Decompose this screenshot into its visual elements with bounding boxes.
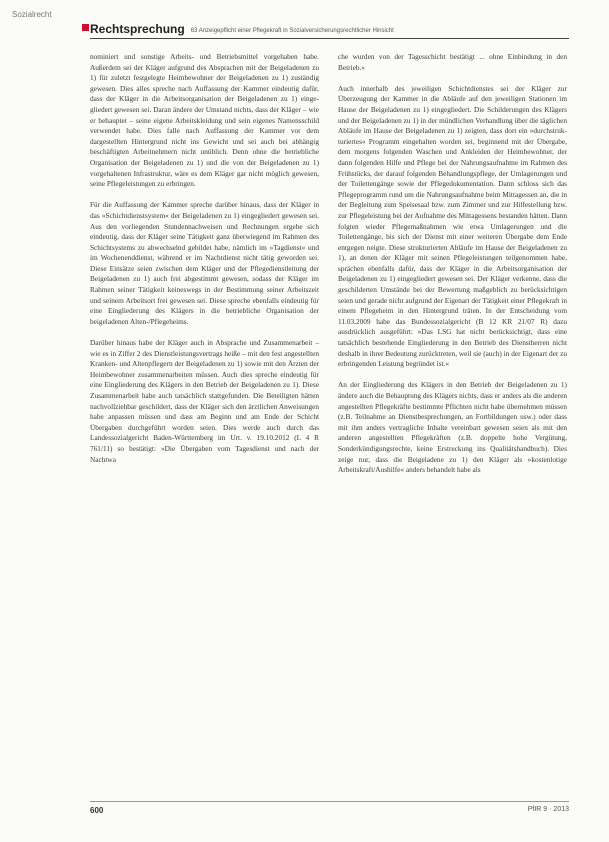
- page-header: [90, 18, 569, 36]
- right-column: [338, 52, 567, 486]
- paragraph: che wurden von der Tagesschicht bestätigt ... ohne Einbindung in den Betrieb.«: [338, 52, 567, 72]
- left-column: [90, 52, 319, 476]
- section-label: Sozialrecht: [12, 10, 52, 19]
- page-number: 600: [90, 806, 104, 815]
- header-divider: [90, 38, 569, 39]
- header-marker: [82, 24, 89, 31]
- header-subtitle: 63 Anzeigepflicht einer Pflegekraft in Sozialversicherungsrechtlicher Hinsicht: [190, 28, 394, 34]
- journal-reference: PfIR 9 · 2013: [527, 806, 569, 813]
- paragraph: An der Eingliederung des Klägers in den Betrieb der Beigeladenen zu 1) ändere auch die Behauptung des Klägers nichts, dass er anders als die anderen angestellten Pflegekräfte bestimmte Pflichten nicht habe übernehmen müssen (z.B. Teilnahme an Dienstbesprechungen, an Fortbildungen usw.) oder dass mit ihm anders vertragliche Inhalte vereinbart gewesen seien als mit den anderen angestellten Pflegekräften (z.B. doppelte hohe Vergütung, Sonderkündigungsrechte, keine Erstreckung ins Qualitätshandbuch). Dies zeige nur, dass die Beigeladene zu 1) den Kläger als »kostenlotige Arbeitskraft/Aushilfe« anders behandelt habe als: [338, 380, 567, 475]
- paragraph: nominiert und sonstige Arbeits- und Betriebsmittel vorgehaben habe. Außerdem sei der Kläger aufgrund des Absprachen mit der Beigeladenen zu 1) für zuletzt festgelegte Heimbewohner der Beigeladenen zu 1) zuständig gewesen. Dies alles spreche nach Auffassung der Kammer eindeutig dafür, dass der Kläger in die Arbeitsorganisation der Beigeladenen zu 1) eingegliedert gewesen sei. Daran ändere der Umstand nichts, dass der Kläger – wie er behauptet – seine eigene Arbeitskleidung und sein eigenes Namensschild verwendet habe. Dies falle nach Auffassung der Kammer vor dem dargestellten Hintergrund nicht ins Gewicht und sei auch bei abhängig beschäftigten Arbeitnehmern nicht unüblich. Denn ohne die betriebliche Organisation der Beigeladenen zu 1) und die von der Beigeladenen zu 1) vorgehaltenen Infrastruktur, wäre es dem Kläger gar nicht möglich gewesen, seine Pflegeleistungen zu erbringen.: [90, 52, 319, 189]
- paragraph: Darüber hinaus habe der Kläger auch in Absprache und Zusammenarbeit – wie es in Ziffer 2 des Dienstleistungsvertrags heiße – mit den fest angestellten Kranken- und Altenpflegern der Beigeladenen zu 1) sowie mit den Ärzten der Heimbewohner zusammenarbeiten müssen. Auch dies spreche eindeutig für eine Eingliederung des Klägers in den Betrieb der Beigeladenen zu 1). Diese Zusammenarbeit habe auch tatsächlich stattgefunden. Die Beteiligten hätten nachvollziehbar geschildert, dass der Kläger sich den ärztlichen Anweisungen habe anpassen müssen und dass am Beginn und am Ende der Schicht Übergaben durchgeführt worden seien. Dies werde auch durch das Landessozialgericht Baden-Württemberg im Urt. v. 19.10.2012 (L 4 R 761/11) so bestätigt: »Die Übergaben vom Tagesdienst und nach der Nachtwa: [90, 338, 319, 464]
- header-title: Rechtsprechung: [90, 22, 185, 36]
- paragraph: Auch innerhalb des jeweiligen Schichtdienstes sei der Kläger zur Überzeugung der Kammer in die Abläufe auf den jeweiligen Stationen im Hause der Beigeladenen zu 1) eingegliedert. Die Schilderungen des Klägers und der Beigeladenen zu 1) in der mündlichen Verhandlung über die täglichen Abläufe im Hause der Beigeladenen zu 1) zeigten, dass dort ein »durchstrukturiertes« Programm eingehalten worden sei, beginnend mit der Übergabe, dem morgens folgenden Waschen und Ankleiden der Heimbewohner, der dann folgenden Hilfe und Pflege bei der Nahrungsaufnahme im Rahmen des Frühstücks, der darauf folgenden Behandlungspflege, der Umlagerungen und der Toilettengänge sowie der Pflegedokumentation. Dann schloss sich das Pflegeprogramm rund um die Nahrungsaufnahme beim Mittagessen an, die in der Begleitung zum Speisesaal bzw. zum Zimmer und zur Hilfestellung bzw. zur Pflegeleistung bei der Aufnahme des Mittagessens bestanden hätten. Dann folgten wieder Pflegemaßnahmen wie etwa Umlagerungen und die Toilettengänge, bis sich der Dienst mit einer weiteren Übergabe dem Ende entgegen neigte. Diese strukturierten Abläufe im Hause der Beigeladenen zu 1), an denen der Kläger mit seinen Pflegeleistungen teilgenommen habe, sprächen ebenfalls dafür, dass der Kläger in die Arbeitsorganisation der Beigeladenen zu 1) eingegliedert gewesen sei. Der Kläger verkenne, dass die geschilderten Umstände bei der Bewertung maßgeblich zu berücksichtigen seien und gerade nicht aufgrund der Eigenart der Tätigkeit einer Pflegekraft in einem Pflegeheim in den Hintergrund träten. In der Entscheidung vom 11.03.2009 habe das Bundessozialgericht (B 12 KR 21/07 R) dazu ausdrücklich ausgeführt: »Das LSG hat nicht berücksichtigt, dass eine tatsächlich bestehende Eingliederung in den Betrieb des Dienstherren nicht deshalb in ihrer Bedeutung zurücktreten, weil sie (auch) in der Eigenart der zu erbringenden Leistung begründet ist.«: [338, 83, 567, 369]
- paragraph: Für die Auffassung der Kammer spreche darüber hinaus, dass der Kläger in das »Schichtdienstsystem« der Beigeladenen zu 1) eingegliedert gewesen sei. Aus den vorliegenden Stundennachweisen und Rechnungen ergebe sich eindeutig, dass der Kläger seine Tätigkeit ganz überwiegend im Rahmen des Schichtsystems zu abwechselnd gebildet habe, nämlich im »Tagdienst« und im Wochenenddienst, während er im Nachtdienst nicht tätig geworden sei. Diese Einsätze seien zwischen dem Kläger und der Pflegedienstleitung der Beigeladenen zu 1) auch frei abgestimmt gewesen, sodass der Kläger im Rahmen seiner Tätigkeit keineswegs in der Bestimmung seiner Arbeitszeit und seinem Arbeitsort frei gewesen sei. Diese spreche ebenfalls eindeutig für eine Eingliederung des Klägers in die betriebliche Organisation der beigeladenen Alten-/Pflegeheims.: [90, 200, 319, 326]
- footer-divider: [90, 801, 569, 802]
